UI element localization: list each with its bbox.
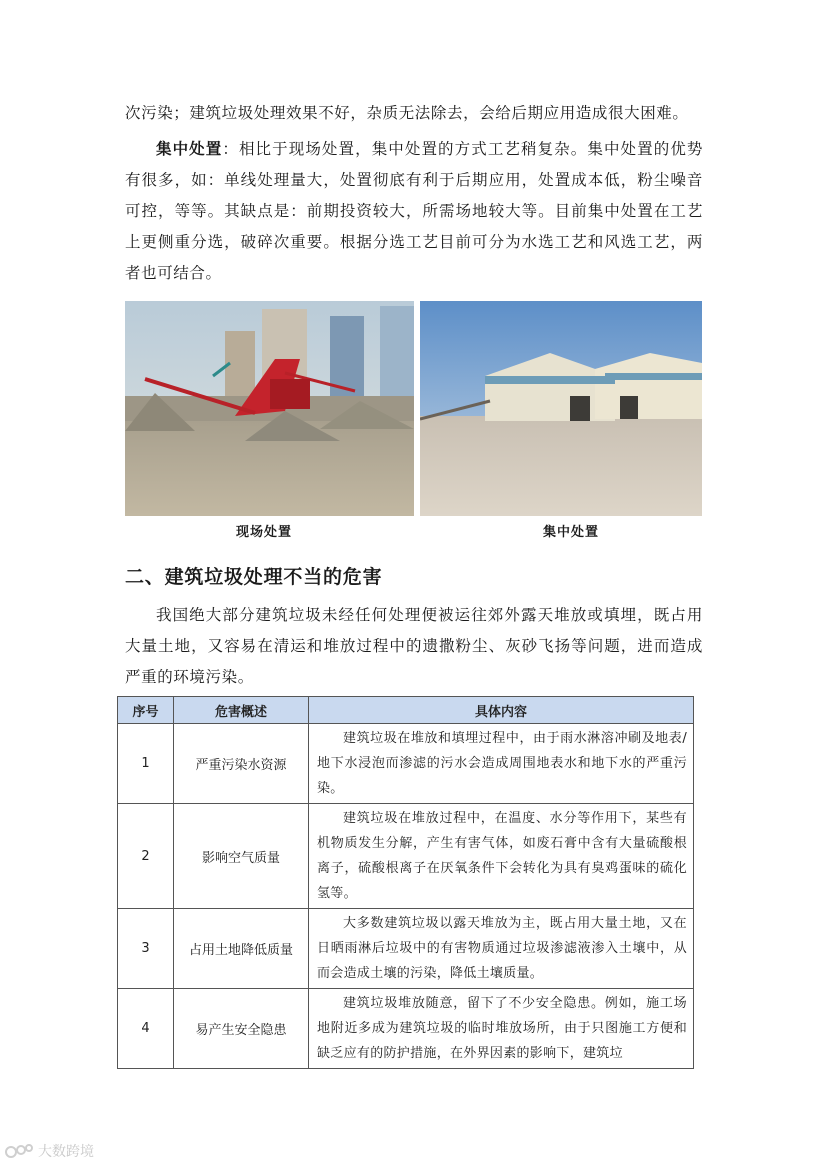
onsite-disposal-illustration-icon	[125, 301, 414, 516]
paragraph-hazards-intro: 我国绝大部分建筑垃圾未经任何处理便被运往郊外露天堆放或填埋，既占用大量土地，又容易在清运和堆放过程中的遗撒粉尘、灰砂飞扬等问题，进而造成严重的环境污染。	[125, 606, 703, 686]
row-number: 3	[118, 909, 174, 989]
watermark-text: 大数跨境	[38, 1144, 94, 1160]
photo-centralized-disposal	[420, 301, 702, 516]
paragraph-centralized-disposal	[125, 134, 703, 289]
header-details: 具体内容	[309, 697, 694, 724]
watermark	[4, 1141, 94, 1161]
table-row	[118, 909, 694, 989]
table-row	[118, 989, 694, 1069]
header-hazard-summary: 危害概述	[174, 697, 309, 724]
photo-onsite-disposal	[125, 301, 414, 516]
row-detail: 建筑垃圾在堆放和填埋过程中，由于雨水淋溶冲刷及地表/地下水浸泡而渗滤的污水会造成周围地表水和地下水的严重污染。	[309, 724, 694, 804]
caption-onsite-disposal: 现场处置	[236, 525, 293, 540]
row-detail: 建筑垃圾堆放随意，留下了不少安全隐患。例如，施工场地附近多成为建筑垃圾的临时堆放场所，由于只图施工方便和缺乏应有的防护措施，在外界因素的影响下，建筑垃	[309, 989, 694, 1069]
row-detail: 建筑垃圾在堆放过程中，在温度、水分等作用下，某些有机物质发生分解，产生有害气体，如废石膏中含有大量硫酸根离子，硫酸根离子在厌氧条件下会转化为具有臭鸡蛋味的硫化氢等。	[309, 804, 694, 909]
table-header-row	[118, 697, 694, 724]
row-summary: 影响空气质量	[174, 804, 309, 909]
paragraph-continuation: 次污染；建筑垃圾处理效果不好，杂质无法除去，会给后期应用造成很大困难。	[125, 104, 689, 122]
row-summary: 占用土地降低质量	[174, 909, 309, 989]
paragraph-body: ：相比于现场处置，集中处置的方式工艺稍复杂。集中处置的优势有很多，如：单线处理量大，处置彻底有利于后期应用，处置成本低，粉尘噪音可控，等等。其缺点是：前期投资较大，所需场地较大等。目前集中处置在工艺上更侧重分选，破碎次重要。根据分选工艺目前可分为水选工艺和风选工艺，两者也可结合。	[125, 140, 704, 282]
row-number: 4	[118, 989, 174, 1069]
hazard-table	[117, 696, 694, 1069]
table-row	[118, 804, 694, 909]
row-summary: 严重污染水资源	[174, 724, 309, 804]
row-number: 1	[118, 724, 174, 804]
row-detail: 大多数建筑垃圾以露天堆放为主，既占用大量土地，又在日晒雨淋后垃圾中的有害物质通过垃圾渗滤液渗入土壤中，从而会造成土壤的污染，降低土壤质量。	[309, 909, 694, 989]
section-heading: 二、建筑垃圾处理不当的危害	[125, 566, 383, 588]
table-row	[118, 724, 694, 804]
row-number: 2	[118, 804, 174, 909]
header-serial-number: 序号	[118, 697, 174, 724]
brand-logo-icon	[4, 1142, 34, 1160]
centralized-disposal-illustration-icon	[420, 301, 702, 516]
paragraph-lead-term: 集中处置	[156, 140, 223, 158]
caption-centralized-disposal: 集中处置	[543, 525, 600, 540]
row-summary: 易产生安全隐患	[174, 989, 309, 1069]
